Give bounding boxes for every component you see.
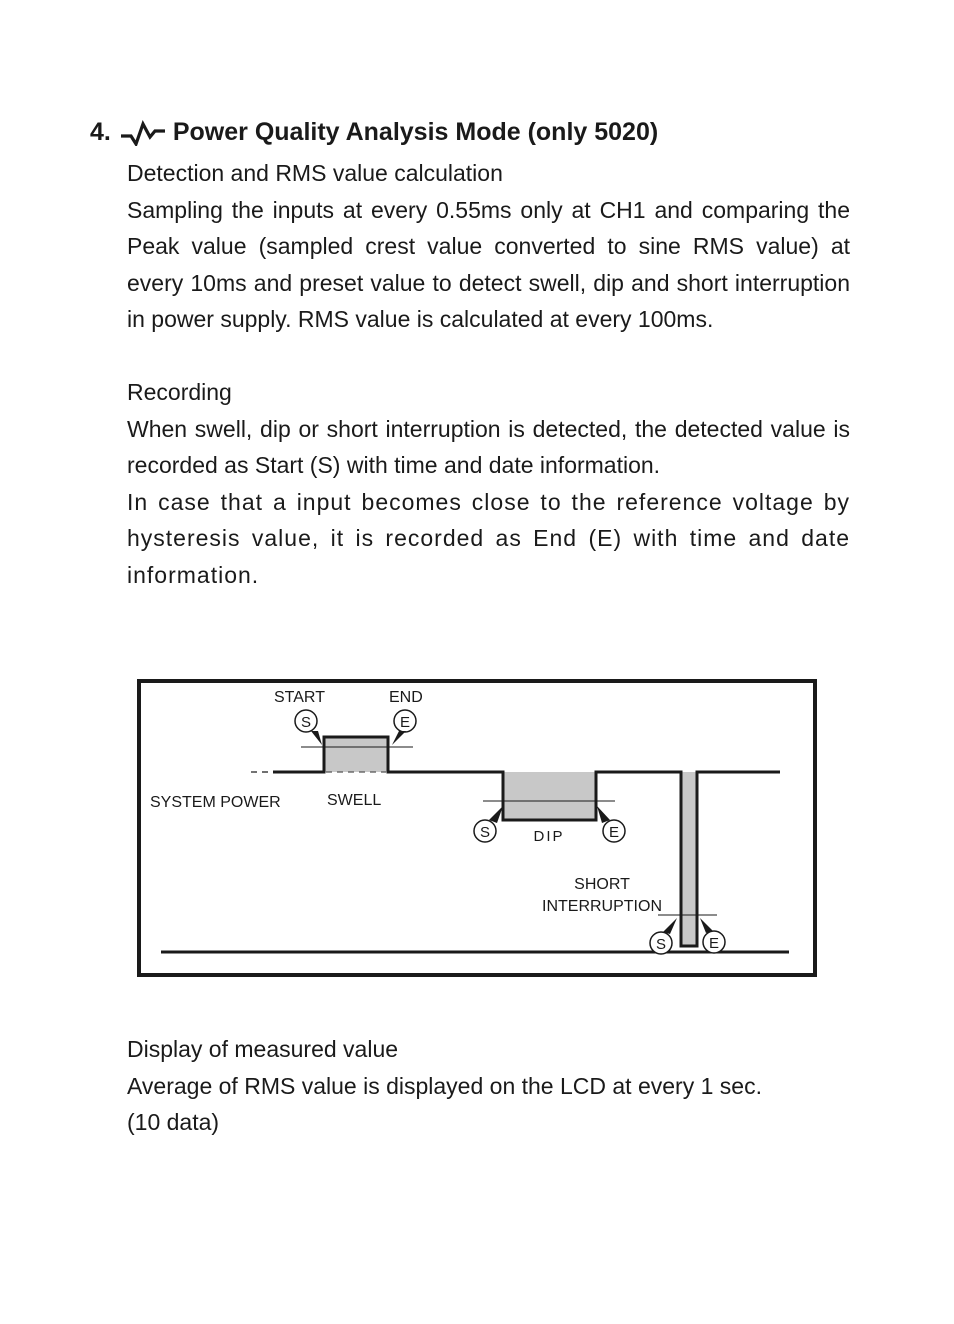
recording-paragraph-start: When swell, dip or short interruption is detected, the detected value is recorded as Start (S) with time and date information. <box>127 415 850 479</box>
swell-start-marker-letter: S <box>300 714 312 731</box>
recording-paragraph-end: In case that a input becomes close to the reference voltage by hysteresis value, it is recorded as End (E) with time and date information. <box>127 488 850 588</box>
section-heading <box>90 118 658 147</box>
start-label: START <box>274 689 325 706</box>
recording-heading: Recording <box>127 379 232 405</box>
dip-end-marker-letter: E <box>608 824 620 841</box>
display-paragraph: Average of RMS value is displayed on the LCD at every 1 sec. <box>127 1072 762 1099</box>
power-quality-waveform-icon <box>119 120 167 146</box>
recording-section <box>127 374 850 594</box>
detection-section <box>127 155 850 338</box>
swell-label: SWELL <box>327 792 382 809</box>
short-end-marker-letter: E <box>708 935 720 952</box>
section-title: Power Quality Analysis Mode (only 5020) <box>172 118 659 146</box>
dip-label: DIP <box>533 828 565 845</box>
display-data-count: (10 data) <box>127 1109 220 1136</box>
short-start-marker-letter: S <box>655 936 667 953</box>
dip-start-marker-letter: S <box>479 824 491 841</box>
swell-end-marker-letter: E <box>399 714 411 731</box>
system-power-label: SYSTEM POWER <box>150 794 281 811</box>
detection-heading: Detection and RMS value calculation <box>127 160 503 186</box>
display-heading: Display of measured value <box>127 1036 399 1062</box>
power-event-diagram <box>137 679 817 977</box>
end-label: END <box>389 689 423 706</box>
section-number: 4. <box>90 118 111 146</box>
short-interruption-label-line2: INTERRUPTION <box>542 898 662 915</box>
swell-region <box>324 737 388 772</box>
detection-paragraph: Sampling the inputs at every 0.55ms only at CH1 and comparing the Peak value (sampled crest value converted to sine RMS value) at every 10ms and preset value to detect swell, dip and short interruption in power supply. RMS value is calculated at every 100ms. <box>127 196 850 333</box>
dip-region <box>503 772 596 820</box>
display-section <box>127 1031 850 1141</box>
short-interruption-label-line1: SHORT <box>574 876 630 893</box>
